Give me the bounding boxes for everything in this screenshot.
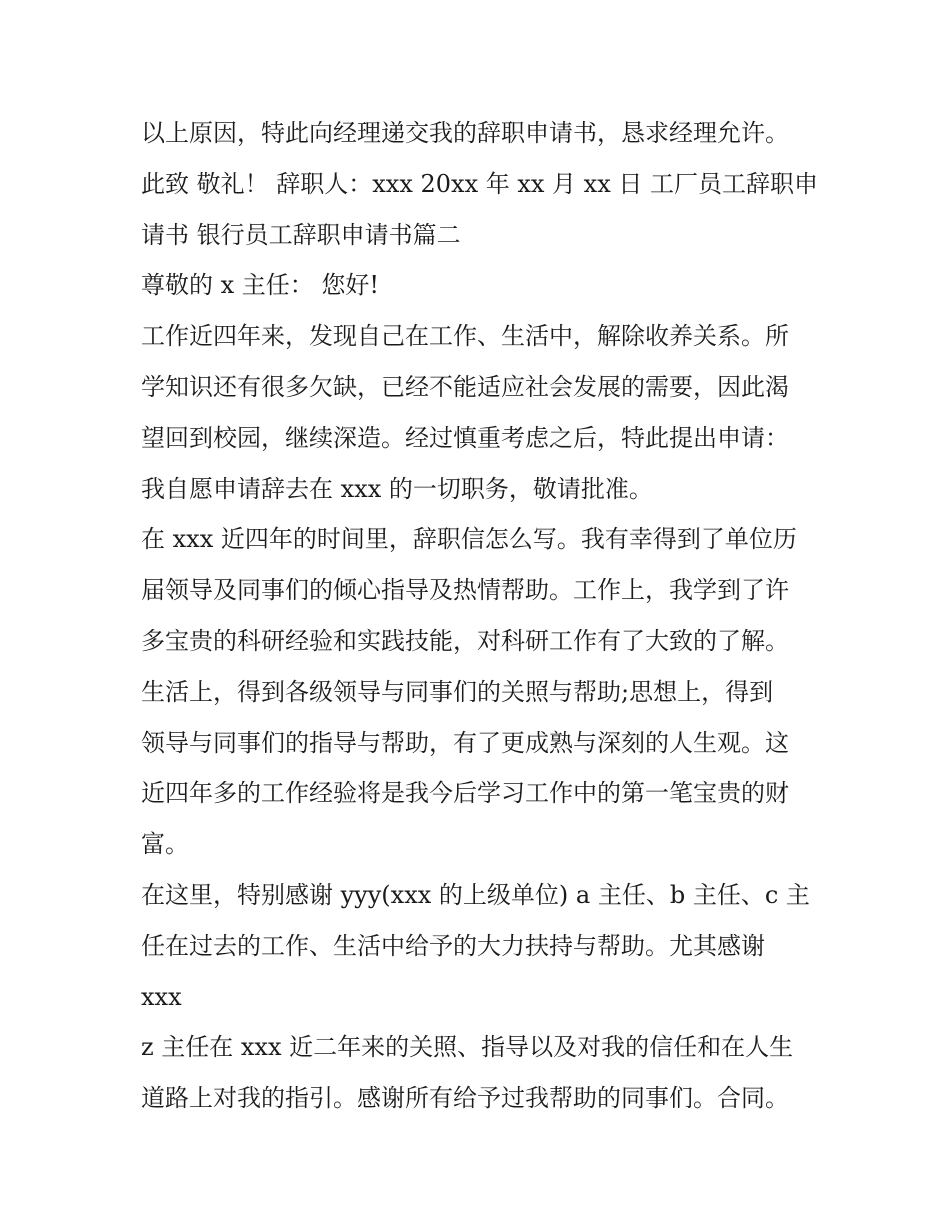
text-line: z 主任在 xxx 近二年来的关照、指导以及对我的信任和在人生 [141, 1033, 794, 1062]
text-line: 道路上对我的指引。感谢所有给予过我帮助的同事们。合同。 [141, 1084, 789, 1113]
text-line: 以上原因，特此向经理递交我的辞职申请书，恳求经理允许。 [141, 119, 789, 147]
text-line: 我自愿申请辞去在 xxx 的一切职务，敬请批准。 [141, 474, 653, 503]
text-line: 学知识还有很多欠缺，已经不能适应社会发展的需要，因此渴 [141, 372, 789, 401]
text-line: 在这里，特别感谢 yyy(xxx 的上级单位) a 主任、b 主任、c 主 [141, 880, 810, 909]
text-line: 多宝贵的科研经验和实践技能，对科研工作有了大致的了解。 [141, 626, 789, 655]
text-line: 请书 银行员工辞职申请书篇二 [141, 220, 461, 249]
text-line: 任在过去的工作、生活中给予的大力扶持与帮助。尤其感谢 [141, 931, 765, 960]
text-line: 届领导及同事们的倾心指导及热情帮助。工作上，我学到了许 [141, 576, 789, 605]
text-line: 望回到校园，继续深造。经过慎重考虑之后，特此提出申请： [141, 423, 789, 452]
text-line: 此致 敬礼！ 辞职人：xxx 20xx 年 xx 月 xx 日 工厂员工辞职申 [141, 169, 819, 198]
text-line: 富。 [141, 830, 189, 859]
text-line: 尊敬的 x 主任： 您好! [141, 271, 380, 300]
text-line: 工作近四年来，发现自己在工作、生活中，解除收养关系。所 [141, 322, 789, 351]
text-line: 生活上，得到各级领导与同事们的关照与帮助;思想上，得到 [141, 677, 774, 706]
document-body [141, 108, 821, 1124]
text-line: xxx [141, 982, 182, 1011]
text-line: 在 xxx 近四年的时间里，辞职信怎么写。我有幸得到了单位历 [141, 525, 797, 554]
text-line: 领导与同事们的指导与帮助，有了更成熟与深刻的人生观。这 [141, 728, 789, 757]
text-line: 近四年多的工作经验将是我今后学习工作中的第一笔宝贵的财 [141, 779, 789, 808]
